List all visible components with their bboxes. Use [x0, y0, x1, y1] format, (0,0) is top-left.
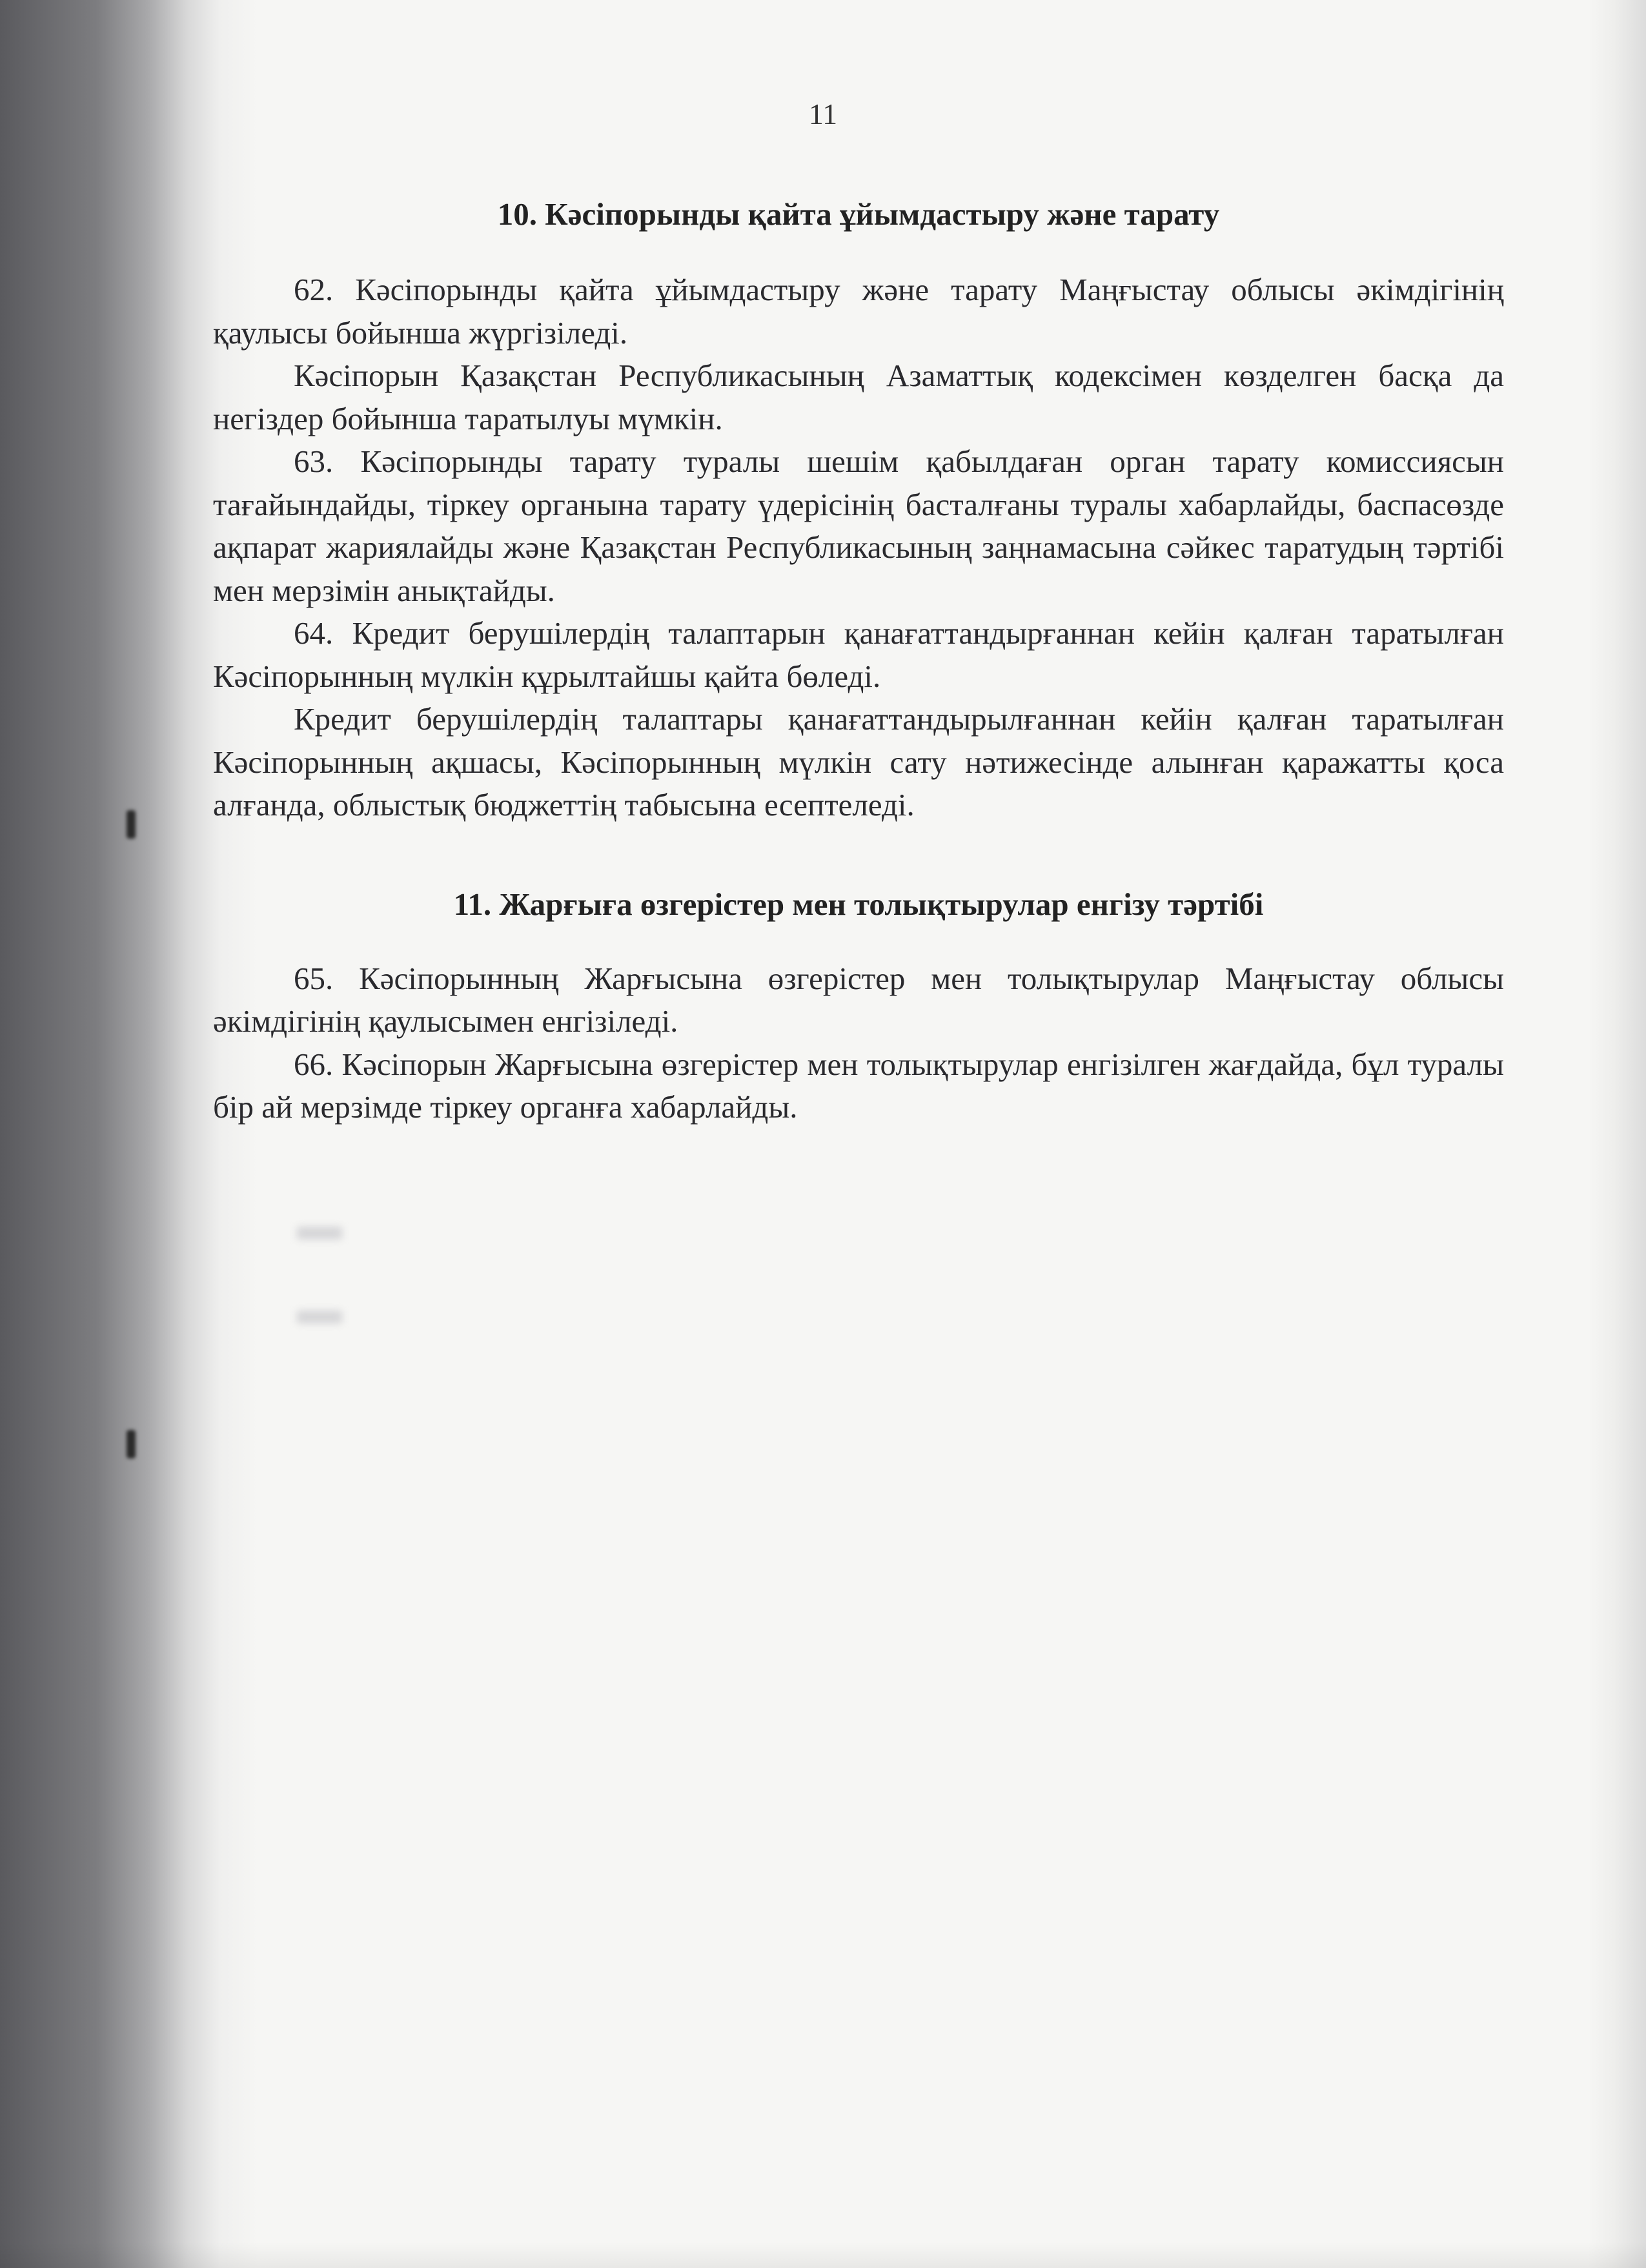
binding-mark [127, 1430, 136, 1458]
paragraph: 66. Кәсіпорын Жарғысына өзгерістер мен толықтырулар енгізілген жағдайда, бұл туралы бір ай мерзімде тіркеу органға хабарлайды. [213, 1046, 1504, 1125]
paragraph: 62. Кәсіпорынды қайта ұйымдастыру және тарату Маңғыстау облысы әкімдігінің қаулысы бойынша жүргізіледі. [213, 272, 1504, 351]
paragraph: Кредит берушілердің талаптары қанағаттандырылғаннан кейін қалған таратылған Кәсіпорынның ақшасы, Кәсіпорынның мүлкін сату нәтижесінде алынған қаражатты қоса алғанда, облыстық бюджеттің табысына есептеледі. [213, 701, 1504, 822]
faint-smudge [297, 1227, 342, 1240]
section-heading: 10. Кәсіпорынды қайта ұйымдастыру және тарату [497, 196, 1220, 232]
paragraph: 65. Кәсіпорынның Жарғысына өзгерістер мен толықтырулар Маңғыстау облысы әкімдігінің қаулысымен енгізіледі. [213, 960, 1504, 1039]
document-body [213, 187, 1504, 1129]
paragraph: Кәсіпорын Қазақстан Республикасының Азаматтық кодексімен көзделген басқа да негіздер бойынша таратылуы мүмкін. [213, 358, 1504, 436]
binding-mark [127, 810, 136, 839]
faint-smudge [297, 1311, 342, 1323]
page-number: 11 [808, 97, 838, 130]
paragraph: 64. Кредит берушілердің талаптарын қанағаттандырғаннан кейін қалған таратылған Кәсіпорынның мүлкін құрылтайшы қайта бөледі. [213, 615, 1504, 694]
section-heading: 11. Жарғыға өзгерістер мен толықтырулар енгізу тәртібі [453, 886, 1264, 922]
paragraph: 63. Кәсіпорынды тарату туралы шешім қабылдаған орган тарату комиссиясын тағайындайды, тіркеу органына тарату үдерісінің басталғаны туралы хабарлайды, баспасөзде ақпарат жариялайды және Қазақстан Республикасының заңнамасына сәйкес таратудың тәртібі мен мерзімін анықтайды. [213, 444, 1504, 608]
